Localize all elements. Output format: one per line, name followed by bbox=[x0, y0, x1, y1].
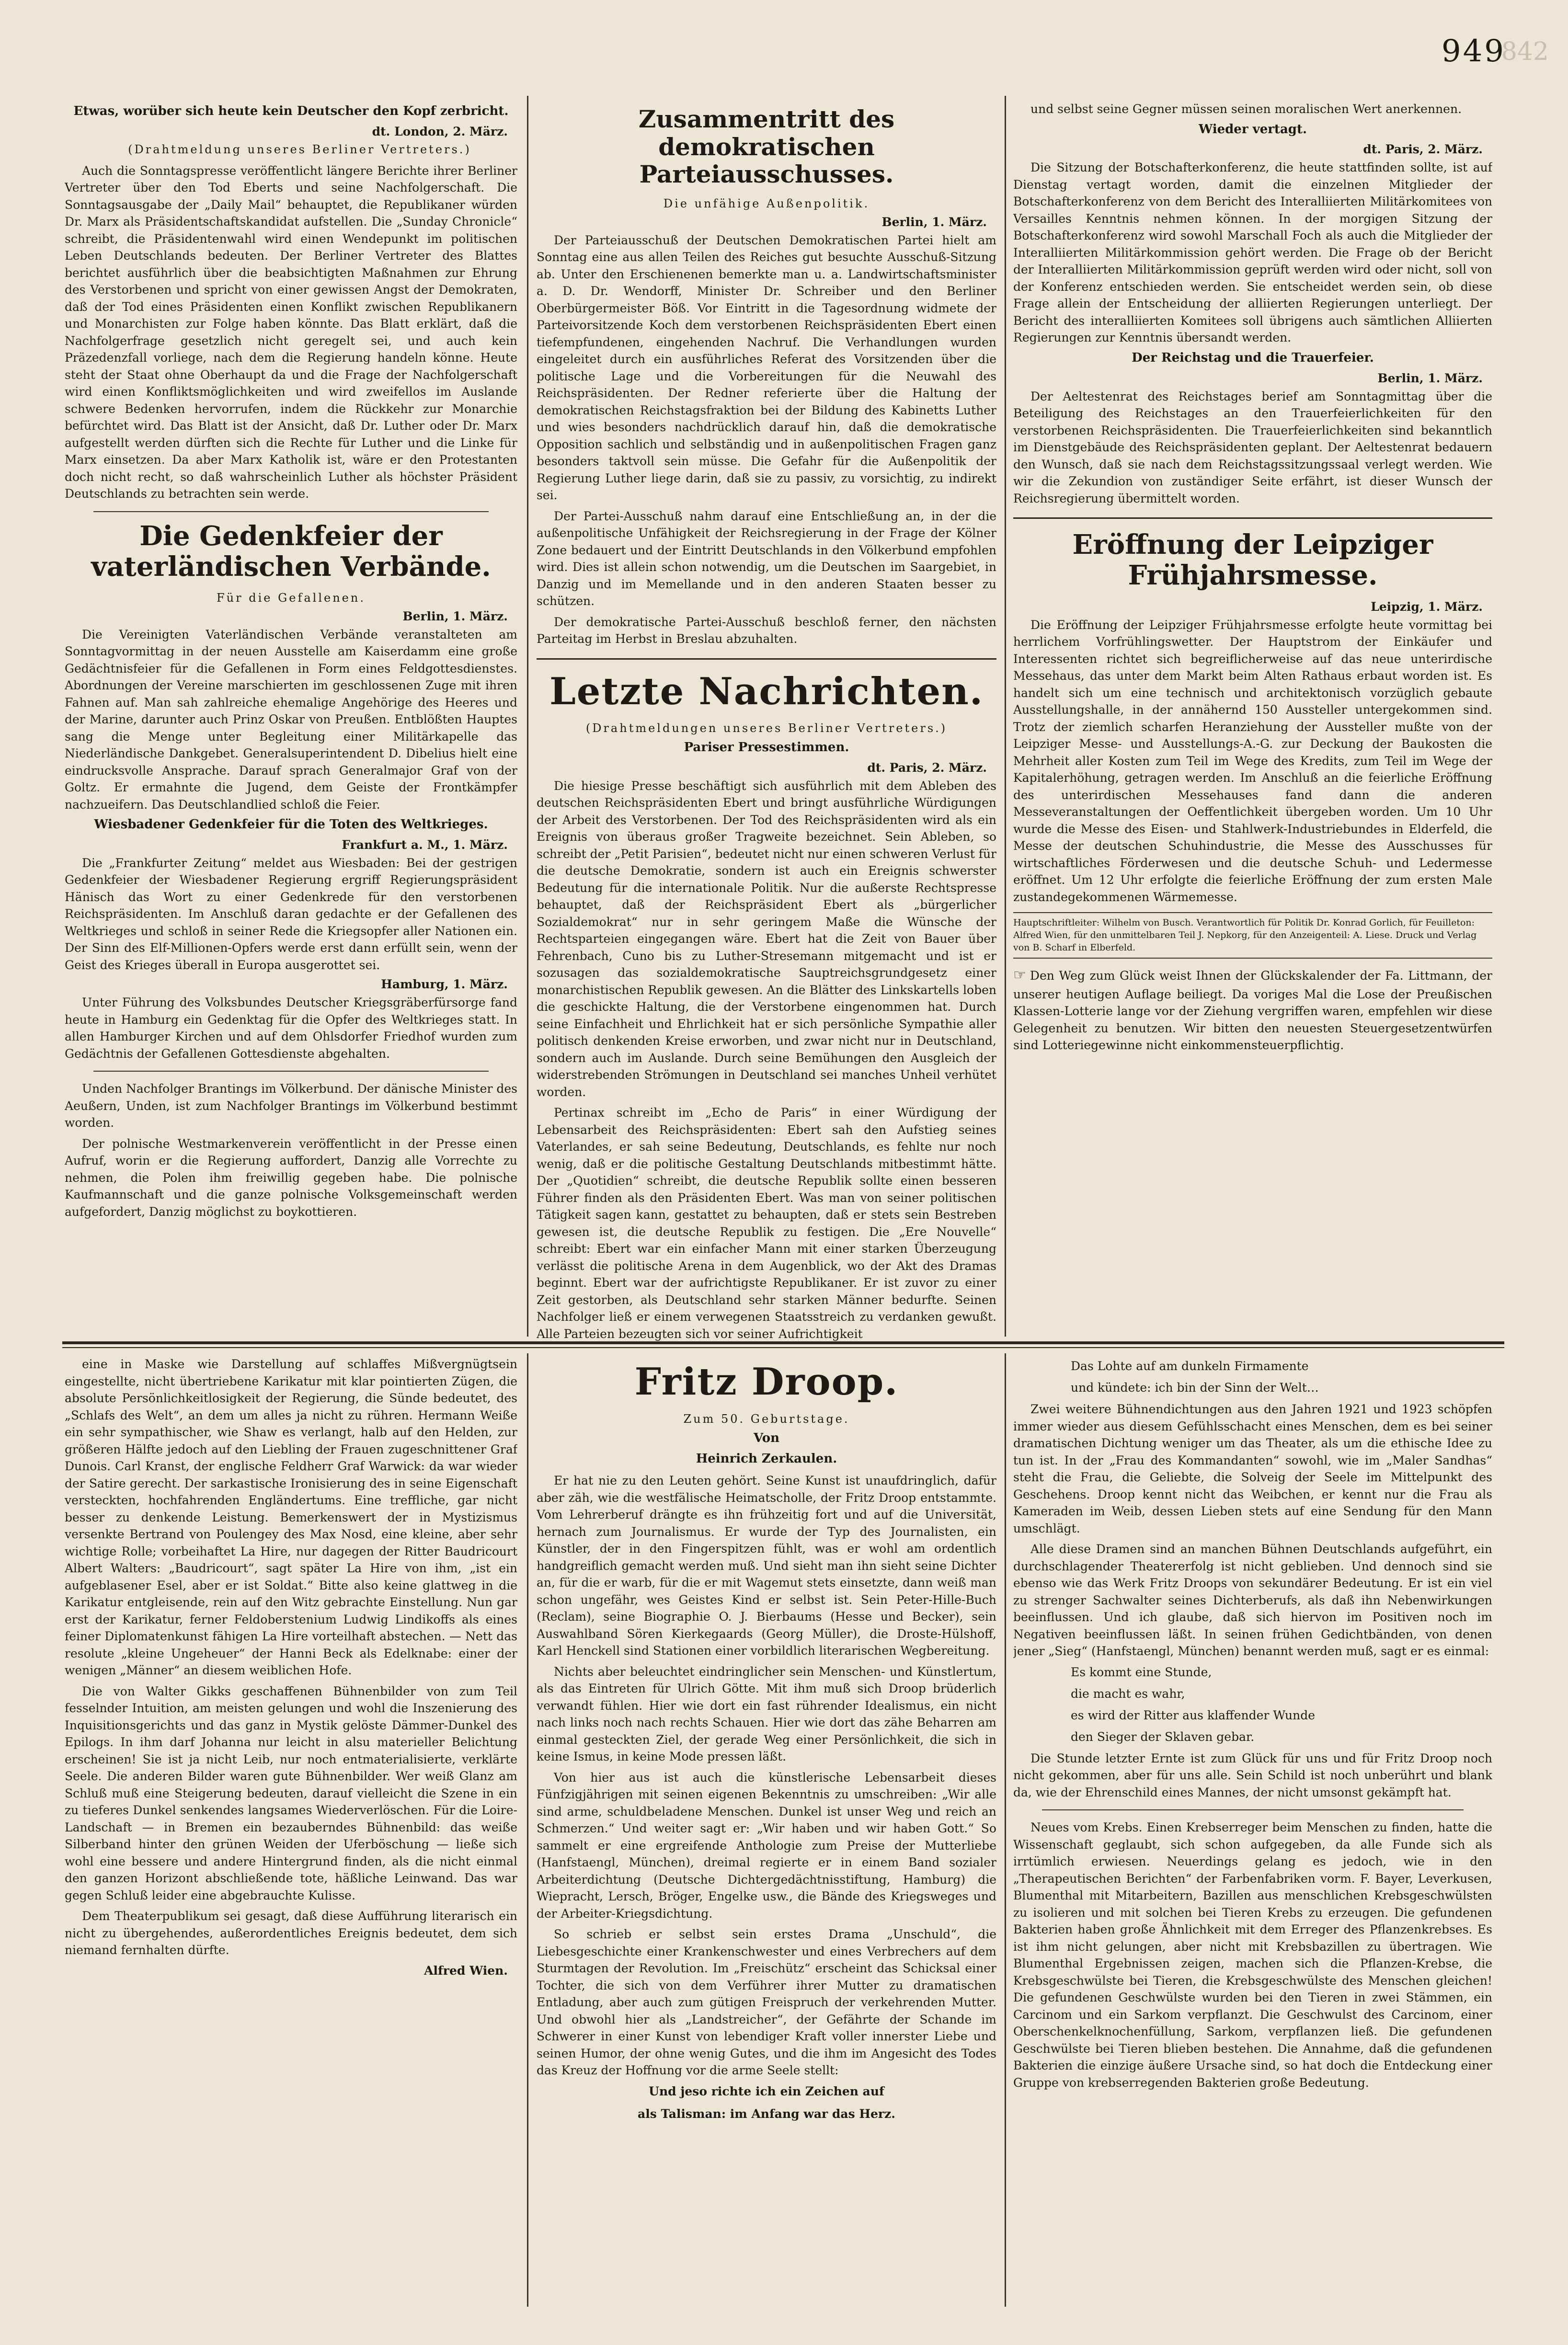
news-item: Der polnische Westmarkenverein veröffentlicht in der Presse einen Aufruf, worin er die Regierung auffordert, Danzig alle Vorrechte zu nehmen, die Polen ihm freiwillig gegeben habe. Die polnische Kaufmannschaft und die ganze polnische Volksgemeinschaft werden aufgefordert, Danzig möglichst zu boykottieren. bbox=[65, 1136, 517, 1219]
verse-line: Und jeso richte ich ein Zeichen auf bbox=[649, 2084, 884, 2098]
section-heading: Der Reichstag und die Trauerfeier. bbox=[1132, 350, 1374, 365]
headline: Fritz Droop. bbox=[634, 1360, 899, 1404]
author-signature: Alfred Wien. bbox=[424, 1963, 508, 1978]
subheadline: Zum 50. Geburtstage. bbox=[683, 1412, 850, 1426]
news-item: Unden Nachfolger Brantings im Völkerbund. Der dänische Minister des Aeußern, Unden, ist zum Nachfolger Brantings im Völkerbund bestimmt worden. bbox=[65, 1082, 517, 1130]
review-body: eine in Maske wie Darstellung auf schlaffes Mißvergnügtsein eingestellte, nicht übertriebene Karikatur mit klar pointierten Zügen, die absolute Persönlichkeitlosigkeit der Regierung, die Sünde bedeutet, des „Schlafs des Welt“, an dem um alles ja nicht zu rühren. Hermann Weiße ein sehr sympathischer, wie Shaw es verlangt, halb auf den Helden, zur größeren Hälfte jedoch auf den Liebling der Frauen zugeschnittener Graf Dunois. Carl Kranst, der englische Feldherr Graf Warwick: da war wieder der Satire gerecht. Der sarkastische Ironisierung des in seine Eigenschaft versteckten, hochfahrenden Engländertums. Eine treffliche, gar nicht besser zu denkende Leistung. Bemerkenswert der in Mystizismus versenkte Bertrand von Poulengey des Max Nosd, eine kleine, aber sehr wichtige Rolle; vorbeihaftet La Hire, nur dagegen der Ritter Baudricourt Albert Walters: „Baudricourt“, sagt später La Hire von ihm, „ist ein aufgeblasener Esel, aber er ist Soldat.“ Bitte also keine glattweg in die Karikatur entgleisende, rein auf den Witz gebrachte Einstellung. Nun gar erst der Karikatur, ferner Feldoberstenium Ludwig Lindikoffs als eines feiner Diplomatenkunst fähigen La Hire vorteilhaft abstechen. — Nett das resolute „kleine Ungeheuer“ der Hanni Beck als Edelknabe: einer der wenigen „Männer“ an diesem weiblichen Hofe. bbox=[65, 1357, 517, 1677]
dateline: Berlin, 1. März. bbox=[1377, 371, 1483, 385]
byline-von: Von bbox=[753, 1430, 780, 1445]
imprint: Hauptschriftleiter: Wilhelm von Busch. Verantwortlich für Politik Dr. Konrad Gorlich, für Feuilleton: Alfred Wien, für den unmittelbaren Teil J. Nepkorg, für den Anzeigenteil: A. Liese. Druck und Verlag von B. Scharf in Elberfeld. bbox=[1013, 912, 1492, 959]
dateline: dt. London, 2. März. bbox=[372, 124, 508, 138]
review-body: Dem Theaterpublikum sei gesagt, daß diese Aufführung literarisch ein nicht zu übergehendes, außerordentliches Ereignis bedeutet, dem sich niemand fernhalten dürfte. bbox=[65, 1909, 517, 1957]
column-rule-1 bbox=[527, 96, 528, 1337]
article-body: und selbst seine Gegner müssen seinen moralischen Wert anerkennen. bbox=[1030, 102, 1462, 116]
wire-credit: (Drahtmeldung unseres Berliner Vertreters.) bbox=[128, 142, 471, 156]
article-body: Die hiesige Presse beschäftigt sich ausführlich mit dem Ableben des deutschen Reichspräsidenten Ebert und bringt ausführliche Würdigungen der Arbeit des Verstorbenen. Der Tod des Reichspräsidenten wird als ein Ereignis von überaus großer Tragweite bezeichnet. Sein Ableben, so schreibt der „Petit Parisien“, bedeutet nicht nur einen schweren Verlust für die deutsche Demokratie, sondern ist auch ein Ereignis schwerster Bedeutung für die internationale Politik. Nur die außerste Rechtspresse behauptet, daß der Reichspräsident Ebert als „bürgerlicher Sozialdemokrat“ nur in sehr geringem Maße die Wünsche der Rechtsparteien eingegangen wäre. Ebert hat die Zeit von Bauer über Fehrenbach, Cuno bis zu Luther-Stresemann mitgemacht und ist er sozusagen das sozialdemokratische Sauptreichsgrundgesetz einer monarchistischen Republik gewesen. An die Blätter des Linkskartells loben die geschickte Haltung, die der Verstorbene eingenommen hat. Durch seine Einfachheit und Ehrlichkeit hat er sich persönliche Sympathie aller politisch denkenden Kreise erworben, und zwar nicht nur in Deutschland, sondern auch im Auslande. Durch seine Bemühungen den Ausgleich der widerstrebenden Strömungen in Deutschland sei manches Unheil verhütet worden. bbox=[537, 778, 996, 1099]
article-body: Der Parteiausschuß der Deutschen Demokratischen Partei hielt am Sonntag eine aus allen Teilen des Reiches gut besuchte Ausschuß-Sitzung ab. Unter den Erschienenen bemerkte man u. a. Landwirtschaftsminister a. D. Dr. Wendorff, Minister Dr. Schreiber und den Berliner Oberbürgermeister Böß. Vor Eintritt in die Tagesordnung widmete der Parteivorsitzende Koch dem verstorbenen Reichspräsidenten Ebert einen tiefempfundenen, eingehenden Nachruf. Die Verhandlungen wurden eingeleitet durch ein ausführliches Referat des Vorsitzenden über die politische Lage und die Vorbereitungen für die Neuwahl des Reichspräsidenten. Der Redner referierte über die Haltung der demokratischen Reichstagsfraktion bei der Bildung des Kabinetts Luther und wies besonders nachdrücklich darauf hin, daß die demokratische Opposition sachlich und selbständig und in außenpolitischen Fragen ganz besonders taktvoll sein müsse. Die Gefahr für die Außenpolitik der Regierung Luther liege darin, daß sie zu passiv, zu vorsichtig, zu indirekt sei. bbox=[537, 233, 996, 502]
separator bbox=[93, 511, 489, 512]
bottom-column-rule-2 bbox=[1005, 1353, 1006, 2307]
article-body: Der demokratische Partei-Ausschuß beschloß ferner, den nächsten Parteitag im Herbst in Breslau abzuhalten. bbox=[537, 615, 996, 646]
bottom-column-1 bbox=[65, 1356, 517, 1983]
dateline: Frankfurt a. M., 1. März. bbox=[342, 837, 508, 852]
article-title: Etwas, worüber sich heute kein Deutscher den Kopf zerbricht. bbox=[73, 104, 509, 118]
article-body: Nichts aber beleuchtet eindringlicher sein Menschen- und Künstlertum, als das Eintreten für Ulrich Götte. Mit ihm muß sich Droop brüderlich verwandt fühlen. Hier wie dort ein fast rührender Idealismus, ein nicht nach links noch nach rechts Schauen. Hier wie dort das zähe Beharren am einmal gesteckten Ziel, der gerade Weg einer Persönlichkeit, die sich in keine Ismus, in keine Mode pressen läßt. bbox=[537, 1664, 996, 1764]
article-body: Von hier aus ist auch die künstlerische Lebensarbeit dieses Fünfzigjährigen mit seinen eigenen Bekenntnis zu umschreiben: „Wir alle sind arme, schuldbeladene Menschen. Dunkel ist unser Weg und reich an Schmerzen.“ Und weiter sagt er: „Wir haben und wir haben Gott.“ So sammelt er eine ergreifende Anthologie zum Preise der Mutterliebe (Hanfstaengl, München), dreimal regierte er in einem Band sozialer Arbeiterdichtung (Deutsche Dichtergedächtnisstiftung, Hamburg) die Wiepracht, Lersch, Bröger, Engelke usw., die Bände des Kriegsweges und der Arbeiter-Kriegsdichtung. bbox=[537, 1770, 996, 1921]
verse-line: Es kommt eine Stunde, bbox=[1071, 1665, 1212, 1679]
article-body: Die Stunde letzter Ernte ist zum Glück für uns und für Fritz Droop noch nicht gekommen, aber für uns alle. Sein Schild ist noch unberührt und blank da, wie der Ehrenschild eines Mannes, der nicht umsonst gekämpft hat. bbox=[1013, 1751, 1492, 1799]
verse-line: es wird der Ritter aus klaffender Wunde bbox=[1071, 1708, 1316, 1722]
lottery-notice bbox=[1013, 965, 1492, 1054]
review-body: Die von Walter Gikks geschaffenen Bühnenbilder von zum Teil fesselnder Intuition, am meisten gelungen und wohl die Inszenierung des Inquisitionsgerichts und das ganz in Mystik gelöste Dämmer-Dunkel des Epilogs. In ihm darf Johanna nur leicht in alsu materieller Belichtung erscheinen! Sie ist ja nicht Leib, nur noch entmaterialisierte, verklärte Seele. Die anderen Bilder waren gute Bühnenbilder. Wer weiß Glanz am Schluß muß eine Steigerung bedeuten, darauf vielleicht die Szene in ein zu tieferes Dunkel senkendes langsames Wiederverlöschen. Für die Loire-Landschaft — in Bremen ein bezauberndes Bühnenbild: das weiße Silberband hinter den grünen Weiden der Uferböschung — ließe sich wohl eine bessere und andere Hintergrund finden, als die nicht einmal den ganzen Horizont abschließende tote, häßliche Leinwand. Das war gegen Schluß leider eine abgebrauchte Kulisse. bbox=[65, 1684, 517, 1902]
page-number: 949 bbox=[1441, 34, 1506, 69]
subheadline: (Drahtmeldungen unseres Berliner Vertreters.) bbox=[585, 721, 948, 735]
byline-author: Heinrich Zerkaulen. bbox=[696, 1452, 837, 1466]
dateline: Leipzig, 1. März. bbox=[1371, 599, 1483, 614]
verse-line: Das Lohte auf am dunkeln Firmamente bbox=[1071, 1359, 1309, 1373]
separator bbox=[93, 1071, 489, 1072]
dateline: Berlin, 1. März. bbox=[402, 609, 508, 623]
dateline: dt. Paris, 2. März. bbox=[1363, 142, 1483, 157]
article-body: Der Partei-Ausschuß nahm darauf eine Entschließung an, in der die außenpolitische Unfähigkeit der Reichsregierung in der Frage der Kölner Zone bedauert und der Eintritt Deutschlands in den Völkerbund empfohlen wird. Dies ist allein schon notwendig, um die Deutschen im Saargebiet, in Danzig und im Memellande und in den anderen Staaten besser zu schützen. bbox=[537, 509, 996, 608]
verse-line: als Talisman: im Anfang war das Herz. bbox=[638, 2106, 895, 2121]
article-body: Die Eröffnung der Leipziger Frühjahrsmesse erfolgte heute vormittag bei herrlichem Vorfrühlingswetter. Der Hauptstrom der Einkäufer und Interessenten richtet sich begreiflicherweise auf das neue unterirdische Messehaus, das unter dem Markt beim Alten Rathaus erbaut worden ist. Es handelt sich um eine technisch und architektonisch vorzüglich gebaute Ausstellungshalle, in der annähernd 150 Aussteller untergekommen sind. Trotz der ziemlich scharfen Heranziehung der Aussteller mußte von der Leipziger Messe- und Ausstellungs-A.-G. zur Deckung der Baukosten die Mehrheit aller Kosten zum Teil im Wege des Kredits, zum Teil im Wege der Kapitalerhöhung, getragen werden. Im Anschluß an die feierliche Eröffnung des unterirdischen Messehauses fand dann die anderen Messeveranstaltungen der Oeffentlichkeit übergeben worden. Um 10 Uhr wurde die Messe des Eisen- und Stahlwerk-Industriebundes in Elderfeld, die Messe der deutschen Schuhindustrie, die Messe des Ausschusses für wirtschaftliches Förderwesen und die deutsche Schuh- und Ledermesse eröffnet. Um 12 Uhr erfolgte die feierliche Eröffnung der zum ersten Male zustandegekommenen Wärmemesse. bbox=[1013, 618, 1492, 904]
article-body: Zwei weitere Bühnendichtungen aus den Jahren 1921 und 1923 schöpfen immer wieder aus diesem Gefühlsschacht eines Menschen, dem es bei seiner dramatischen Dichtung weniger um das Theater, als um die ethische Idee zu tun ist. In der „Frau des Kommandanten“ sowohl, wie im „Maler Sandhas“ steht die Frau, die Geliebte, die Solveig der Seele im Mittelpunkt des Geschehens. Droop kennt nicht das Weibchen, er kennt nur die Frau als Kameraden im Weib, dessen Lieben stets auf eine Sendung für den Mann umschlägt. bbox=[1013, 1402, 1492, 1535]
section-heading: Pariser Pressestimmen. bbox=[684, 740, 849, 755]
section-heading: Wiesbadener Gedenkfeier für die Toten des Weltkrieges. bbox=[94, 817, 488, 832]
headline: Zusammentritt des demokratischen Parteiausschusses. bbox=[638, 105, 895, 188]
article-body: Die Sitzung der Botschafterkonferenz, die heute stattfinden sollte, ist auf Dienstag vertagt worden, damit die einzelnen Mitglieder der Botschafterkonferenz von dem Bericht des Interalliierten Militärkomitees von Versailles Kenntnis nehmen können. In der morgigen Sitzung der Botschafterkonferenz wird sowohl Marschall Foch als auch die Mitglieder der Interalliierten Militärkommission gehört werden. Die Frage ob der Bericht der Interalliierten Militärkommission geprüft werden wird oder nicht, soll von der Konferenz entschieden werden. Sie entscheidet werden sein, ob diese Frage allein der Entscheidung der alliierten Regierungen unterliegt. Der Bericht des interalliierten Komitees soll übrigens auch sämtlichen Alliierten Regierungen zur Kenntnis übersandt werden. bbox=[1013, 160, 1492, 345]
verse-line: den Sieger der Sklaven gebar. bbox=[1071, 1729, 1255, 1744]
dateline: Hamburg, 1. März. bbox=[381, 977, 508, 992]
bottom-column-2 bbox=[537, 1356, 996, 2128]
article-body: Er hat nie zu den Leuten gehört. Seine Kunst ist unaufdringlich, dafür aber zäh, wie die westfälische Heimatscholle, der Fritz Droop entstammte. Vom Lehrerberuf drängte es ihn frühzeitig fort und auf die Universität, hernach zum Journalismus. Er wurde der Typ des Journalisten, ein Künstler, der in den Fingerspitzen fühlt, was er wohl am ordentlich handgreiflich gemacht werden muß. Und sieht man ihn sieht seine Dichter an, für die er warb, für die er mit Wagemut stets einsetzte, dann weiß man schon ungefähr, wes Geistes Kind er selbst ist. Sein Peter-Hille-Buch (Reclam), seine Biographie O. J. Bierbaums (Hesse und Becker), sein Auswahlband Sören Kierkegaards (Georg Müller), die Droste-Hülshoff, Karl Henckell sind Stationen einer vorbildlich literarischen Wegbereitung. bbox=[537, 1474, 996, 1658]
notice-text: Den Weg zum Glück weist Ihnen der Glückskalender der Fa. Littmann, der unserer heutigen Auflage beiliegt. Da voriges Mal die Lose der Preußischen Klassen-Lotterie lange vor der Ziehung vergriffen waren, empfehlen wir diese Gelegenheit zu benutzen. Wir bitten den neuesten Steuergesetzentwürfen sind Lotteriegewinne nicht einkommensteuerpflichtig. bbox=[1013, 969, 1492, 1052]
verse-line: die macht es wahr, bbox=[1071, 1686, 1185, 1701]
column-1 bbox=[65, 101, 517, 1224]
pointing-hand-icon: ☞ bbox=[1013, 967, 1026, 984]
headline: Eröffnung der Leipziger Frühjahrsmesse. bbox=[1072, 529, 1433, 592]
bottom-column-3 bbox=[1013, 1356, 1492, 2095]
article-body: Die Vereinigten Vaterländischen Verbände veranstalteten am Sonntagvormittag in der neuen Ausstelle am Kaiserdamm eine große Gedächtnisfeier für die Gefallenen in Form eines Feldgottesdienstes. Abordnungen der Vereine marschierten im geschlossenen Zuge mit ihren Fahnen auf. Man sah zahlreiche ehemalige Angehörige des Heeres und der Marine, darunter auch Prinz Oskar von Preußen. Entblößten Hauptes sang die Menge unter Begleitung einer Militärkapelle das Niederländische Dankgebet. Generalsuperintendent D. Dibelius hielt eine eindrucksvolle Ansprache. Darauf sprach Generalmajor Graf von der Goltz. Er ermahnte die Jugend, dem Geiste der Frontkämpfer nachzueifern. Das Deutschlandlied schloß die Feier. bbox=[65, 627, 517, 812]
news-item: Neues vom Krebs. Einen Krebserreger beim Menschen zu finden, hatte die Wissenschaft geglaubt, sich schon aufgegeben, da alle Funde sich als irrtümlich erwiesen. Neuerdings gelang es jedoch, wie in den „Therapeutischen Berichten“ der Farbenfabriken vorm. F. Bayer, Leverkusen, Blumenthal mit Mitarbeitern, Bazillen aus menschlichen Krebsgeschwülsten zu isolieren und mit solchen bei Tieren Krebs zu erzeugen. Die gefundenen Bakterien haben große Ähnlichkeit mit dem Erreger des Pflanzenkrebses. Es ist ihm nicht gelungen, aber nicht mit Krebsbazillen zu übertragen. Wie Blumenthal Ergebnissen zeigen, machen sich die Pflanzen-Krebse, die Krebsgeschwülste bei Tieren, die Krebsgeschwülste des Menschen gleichen! Die gefundenen Geschwülste wurden bei den Tieren in zwei Stämmen, ein Carcinom und ein Sarkom verpflanzt. Die Geschwulst des Carcinom, einer Oberschenkelknochenfüllung, Sarkom, verpflanzen ließ. Die gefundenen Geschwülste bei Tieren blieben bestehen. Die Annahme, daß die gefundenen Bakterien die einzige äußere Ursache sind, so hat doch die Entdeckung einer Gruppe von krebserregenden Bakterien große Bedeutung. bbox=[1013, 1820, 1492, 2090]
verse-line: und kündete: ich bin der Sinn der Welt… bbox=[1071, 1381, 1319, 1395]
article-body: Auch die Sonntagspresse veröffentlicht längere Berichte ihrer Berliner Vertreter über den Tod Eberts und seine Nachfolgerschaft. Die Sonntagsausgabe der „Daily Mail“ behauptet, die Republikaner würden Dr. Marx als Präsidentschaftskandidat aufstellen. Die „Sunday Chronicle“ schreibt, die Präsidentenwahl wird einen Wendepunkt im politischen Leben Deutschlands bedeuten. Der Berliner Vertreter des Blattes berichtet ausführlich über die beabsichtigten Maßnahmen zur Ehrung des Verstorbenen und spricht von einer gewissen Angst der Demokraten, daß der Tod eines Präsidenten einen Konflikt zwischen Republikanern und Monarchisten zur Folge haben könnte. Das Blatt erklärt, daß die Nachfolgerfrage gesetzlich nicht geregelt sei, und auch kein Präzedenzfall vorliege, nach dem die Regierung handeln könne. Heute steht der Staat ohne Oberhaupt da und die Frage der Nachfolgerschaft wird einen Konfliktsmöglichkeiten und wird zweifellos im Auslande schwere Bedenken hervorrufen, indem die Rückkehr zur Monarchie befürchtet wird. Das Blatt ist der Ansicht, daß Dr. Luther oder Dr. Marx aufgestellt werden dürften sich die Rechte für Luther und die Linke für Marx einsetzen. Da aber Marx Katholik ist, wäre er den Protestanten doch nicht recht, so daß wahrscheinlich Luther als höchster Präsident Deutschlands zu betrachten sein werde. bbox=[65, 163, 517, 501]
section-rule-thin bbox=[62, 1347, 1504, 1348]
column-rule-2 bbox=[1005, 96, 1006, 1337]
separator bbox=[1042, 1809, 1464, 1810]
headline: Die Gedenkfeier der vaterländischen Verbände. bbox=[91, 520, 491, 583]
article-body: Pertinax schreibt im „Echo de Paris“ in einer Würdigung der Lebensarbeit des Reichspräsidenten: Ebert sah den Aufstieg seines Vaterlandes, er sah seine Bedeutung, Deutschlands, es fehlte nur noch wenig, daß er die politische Gestaltung Deutschlands mitbestimmt hätte. Der „Quotidien“ schreibt, die deutsche Republik sollte einen besseren Führer finden als den Präsidenten Ebert. Was man von seiner politischen Tätigkeit sagen kann, gestattet zu behaupten, daß er stets sein Bestreben gewesen ist, die deutsche Republik zu festigen. Die „Ere Nouvelle“ schreibt: Ebert war ein einfacher Mann mit einer starken Überzeugung verlässt die politische Arena in dem Augenblick, wo der Akt des Dramas beginnt. Ebert war der aufrichtigste Republikaner. Er ist zuvor zu einer Zeit gestorben, als Deutschland sehr starken Männer bedurfte. Seinen Nachfolger ließ er einem verwegenen Staatsstreich zu verdanken gewußt. Alle Parteien bezeugten sich vor seiner Aufrichtigkeit bbox=[537, 1106, 996, 1341]
article-body: Der Aeltestenrat des Reichstages berief am Sonntagmittag über die Beteiligung des Reichstages an den Trauerfeierlichkeiten für den verstorbenen Reichspräsidenten. Die Trauerfeierlichkeiten sind bekanntlich im Dienstgebäude des Reichspräsidenten geplant. Der Aeltestenrat bedauern den Wunsch, daß sie nach dem Reichstagssitzungssaal verlegt werden. Wie wir die Zekundion von zuständiger Seite erfährt, ist dieser Wunsch der Reichsregierung übermittelt worden. bbox=[1013, 389, 1492, 505]
separator bbox=[537, 658, 996, 660]
column-3 bbox=[1013, 101, 1492, 1054]
subheadline: Für die Gefallenen. bbox=[217, 591, 366, 605]
ghost-page-number: 842 bbox=[1501, 37, 1549, 66]
column-2 bbox=[537, 101, 996, 1346]
dateline: Berlin, 1. März. bbox=[881, 215, 987, 229]
article-body: Unter Führung des Volksbundes Deutscher Kriegsgräberfürsorge fand heute in Hamburg ein Gedenktag für die Opfer des Weltkrieges statt. In allen Hamburger Kirchen und auf dem Ohlsdorfer Friedhof wurden zum Gedächtnis der Gefallenen Gottesdienste abgehalten. bbox=[65, 995, 517, 1061]
subheadline: Die unfähige Außenpolitik. bbox=[663, 196, 870, 210]
section-heading: Wieder vertagt. bbox=[1198, 122, 1307, 137]
article-body: Alle diese Dramen sind an manchen Bühnen Deutschlands aufgeführt, ein durchschlagender Theatererfolg ist nicht geblieben. Und dennoch sind sie ebenso wie das Werk Fritz Droops von sekundärer Bedeutung. Er ist ein viel zu strenger Sachwalter seines Dichterberufs, als daß ihn Nebenwirkungen beeinflussen. Und ich glaube, daß sich hiervon im Positiven noch im Negativen beeinflussen läßt. In seinen frühen Gedichtbänden, von denen jener „Sieg“ (Hanfstaengl, München) benannt werden muß, sagt er es einmal: bbox=[1013, 1542, 1492, 1658]
dateline: dt. Paris, 2. März. bbox=[867, 760, 987, 775]
separator bbox=[1013, 517, 1492, 519]
article-body: So schrieb er selbst sein erstes Drama „Unschuld“, die Liebesgeschichte einer Krankenschwester und eines Verbrechers auf dem Sturmtagen der Revolution. Im „Freischütz“ erscheint das Schicksal einer Tochter, die sich von dem Verführer ihrer Mutter zu dramatischen Entladung, aber auch zum gütigen Freispruch der verkehrenden Mutter. Und obwohl hier als „Landstreicher“, der Gefährte der Schande im Schwerer in einer Kunst von lebendiger Kraft voller innerster Liebe und seinen Humor, der ohne wenig Gutes, und die ihm im Angesicht des Todes das Kreuz der Hoffnung vor die arme Seele stellt: bbox=[537, 1927, 996, 2078]
headline: Letzte Nachrichten. bbox=[549, 669, 984, 713]
article-body: Die „Frankfurter Zeitung“ meldet aus Wiesbaden: Bei der gestrigen Gedenkfeier der Wiesbadener Regierung ergriff Regierungspräsident Hänisch das Wort zu einer Gedenkrede für den verstorbenen Reichspräsidenten. Im Anschluß daran gedachte er der Gefallenen des Weltkrieges und schloß in seiner Rede die Kriegsopfer aller Nationen ein. Der Sinn des Elf-Millionen-Opfers werde erst dann erfüllt sein, wenn der Geist des Krieges überall in Europa ausgerottet sei. bbox=[65, 856, 517, 972]
bottom-column-rule-1 bbox=[527, 1353, 528, 2307]
